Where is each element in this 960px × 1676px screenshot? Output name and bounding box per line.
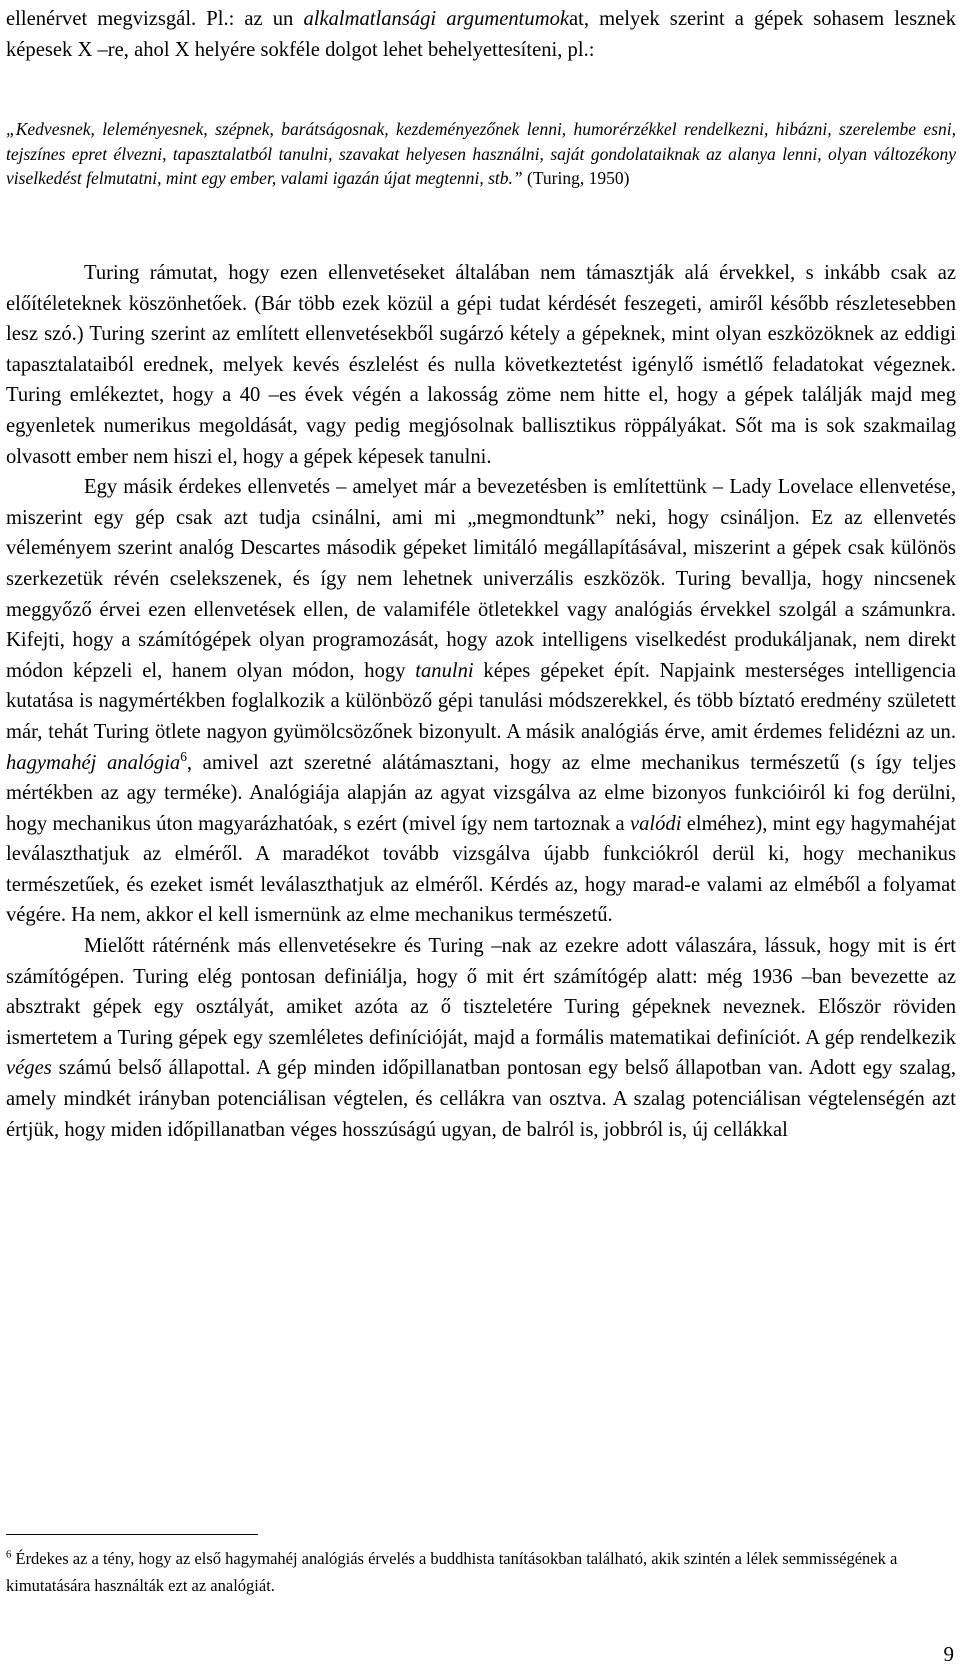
block-quote [6, 117, 956, 191]
paragraph-2-part-d: elméhez), mint egy hagymahéjat leválaszthatjuk az elméről. A maradékot tovább vizsgálva újabb funkciókról derül ki, hogy mechanikus természetűek, és ezeket ismét leválaszthatjuk az elméről. Kérdés az, hogy marad-e valami az elméből a folyamat végére. Ha nem, akkor el kell ismernünk az elme mechanikus természetű. [6, 812, 957, 927]
emphasis-tanulni: tanulni [415, 659, 474, 682]
footnote [6, 1545, 956, 1599]
intro-text-start: ellenérvet megvizsgál. Pl.: az un [6, 8, 304, 30]
intro-emphasis: alkalmatlansági argumentumok [303, 8, 570, 30]
page-number: 9 [943, 1642, 954, 1666]
emphasis-valodi: valódi [629, 812, 682, 835]
footnote-number: 6 [6, 1548, 12, 1561]
footnote-separator [6, 1534, 258, 1535]
paragraph-2-part-b: képes gépeket épít. Napjaink mesterséges intelligencia kutatása is nagymértékben foglalkozik a különböző gépi tanulási módszerekkel, és több bíztató eredmény született már, tehát Turing ötlete nagyon gyümölcsözőnek bizonyult. A másik analógiás érve, amit érdemes felidézni az un. [6, 659, 956, 743]
emphasis-veges: véges [6, 1057, 52, 1080]
paragraph-3-part-b: számú belső állapottal. A gép minden időpillanatban pontosan egy belső állapotban van. Adott egy szalag, amely mindkét irányban potenciálisan végtelen, és cellákra van osztva. A szalag potenciálisan végtelenségén azt értjük, hogy miden időpillanatban véges hosszúságú ugyan, de balról is, jobbról is, új cellákkal [6, 1057, 956, 1141]
intro-text-end: at, melyek szerint a gépek sohasem lesznek képesek X –re, ahol X helyére sokféle dolgot lehet behelyettesíteni, pl.: [6, 8, 956, 61]
intro-paragraph [6, 4, 956, 65]
quote-citation: (Turing, 1950) [522, 168, 630, 188]
emphasis-hagymahej-analogia: hagymahéj analógia [6, 751, 181, 774]
paragraph-2 [6, 472, 956, 931]
quote-text: „Kedvesnek, leleményesnek, szépnek, barátságosnak, kezdeményezőnek lenni, humorérzékkel rendelkezni, hibázni, szerelembe esni, tejszínes epret élvezni, tapasztalatból tanulni, szavakat helyesen használni, saját gondolataiknak az alanya lenni, olyan változékony viselkedést felmutatni, mint egy ember, valami igazán újat megtenni, stb.” [6, 119, 956, 188]
paragraph-3 [6, 931, 956, 1145]
footnote-reference[interactable]: 6 [180, 748, 187, 764]
paragraph-2-part-c: , amivel azt szeretné alátámasztani, hogy az elme mechanikus természetű (s így teljes mértékben az agy terméke). Analógiája alapján az agyat vizsgálva az elme bizonyos funkcióiról ki fog derülni, hogy mechanikus úton magyarázhatóak, s ezért (mivel így nem tartoznak a [6, 751, 957, 835]
paragraph-1: Turing rámutat, hogy ezen ellenvetéseket általában nem támasztják alá érvekkel, s inkább csak az előítéleteknek köszönhetőek. (Bár több ezek közül a gépi tudat kérdését feszegeti, amiről később részletesebben lesz szó.) Turing szerint az említett ellenvetésekből sugárzó kétely a gépeknek, mint olyan eszközöknek az eddigi tapasztalataiból erednek, melyek kevés észlelést és nulla következtetést igénylő ismétlő feladatokat végeznek. Turing emlékeztet, hogy a 40 –es évek végén a lakosság zöme nem hitte el, hogy a gépek találják majd meg egyenletek numerikus megoldását, vagy pedig megjósolnak ballisztikus röppályákat. Sőt ma is sok szakmailag olvasott ember nem hiszi el, hogy a gépek képesek tanulni. [6, 262, 956, 468]
footnote-text: Érdekes az a tény, hogy az első hagymahéj analógiás érvelés a buddhista tanításokban található, akik szintén a lélek semmisségének a kimutatására használták ezt az analógiát. [6, 1549, 898, 1595]
body-text [6, 258, 956, 1145]
paragraph-3-part-a: Mielőtt rátérnénk más ellenvetésekre és Turing –nak az ezekre adott válaszára, lássuk, hogy mit is ért számítógépen. Turing elég pontosan definiálja, hogy ő mit ért számítógép alatt: még 1936 –ban bevezette az absztrakt gépek egy osztályát, amiket azóta az ő tiszteletére Turing gépeknek neveznek. Először röviden ismertetem a Turing gépek egy szemléletes definícióját, majd a formális matematikai definíciót. A gép rendelkezik [6, 935, 956, 1049]
paragraph-2-part-a: Egy másik érdekes ellenvetés – amelyet már a bevezetésben is említettünk – Lady Lovelace ellenvetése, miszerint egy gép csak azt tudja csinálni, ami mi „megmondtunk” neki, hogy csináljon. Ez az ellenvetés véleményem szerint analóg Descartes második gépeket limitáló megállapításával, miszerint a gépek csak különös szerkezetük révén cselekszenek, és így nem lehetnek univerzális eszközök. Turing bevallja, hogy nincsenek meggyőző érvei ezen ellenvetések ellen, de valamiféle ötletekkel vagy analógiás érvekkel szolgál a számunkra. Kifejti, hogy a számítógépek olyan programozását, hogy azok intelligens viselkedést produkáljanak, nem direkt módon képzeli el, hanem olyan módon, hogy [6, 476, 956, 682]
